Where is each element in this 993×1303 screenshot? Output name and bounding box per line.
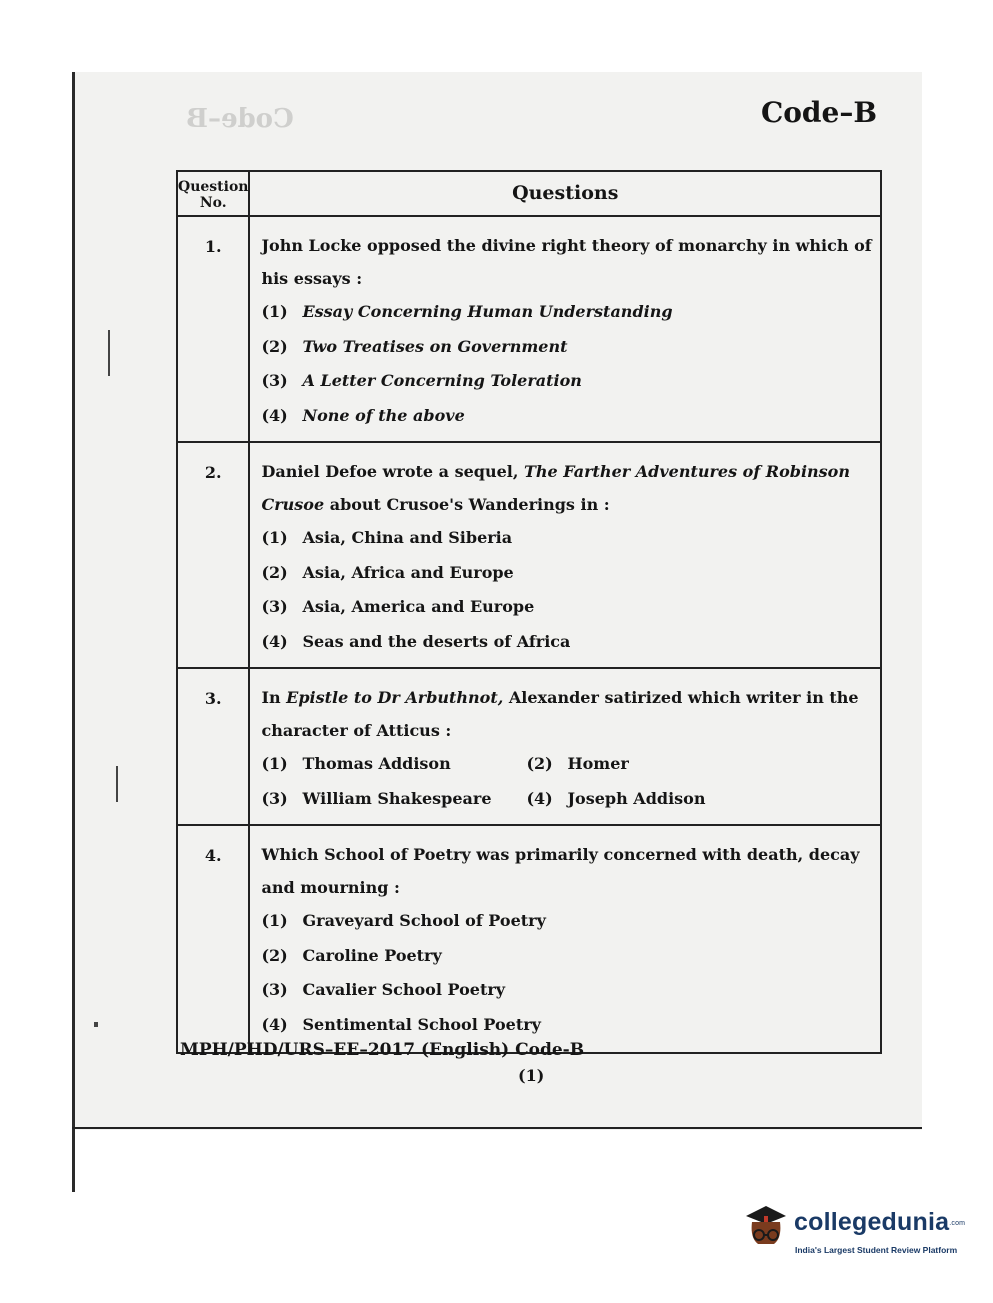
question-cell: [249, 825, 881, 1053]
option-text: None of the above: [302, 405, 465, 425]
option: [261, 521, 876, 556]
code-label: Code–B: [760, 96, 877, 129]
option: [261, 295, 876, 330]
question-row: [177, 825, 881, 1053]
option-text: William Shakespeare: [302, 788, 492, 808]
question-row: [177, 216, 881, 442]
option-text: Cavalier School Poetry: [302, 980, 506, 999]
logo-tagline: India's Largest Student Review Platform: [795, 1245, 958, 1255]
option: [261, 782, 526, 817]
option-number: (2): [261, 562, 288, 582]
stem-text: Daniel Defoe wrote a sequel,: [261, 462, 524, 481]
question-stem: John Locke opposed the divine right theory of monarchy in which of his essays :: [261, 236, 872, 288]
option-number: (1): [261, 754, 288, 773]
option-text: Seas and the deserts of Africa: [302, 631, 571, 651]
question-number-header-line1: Question: [178, 179, 249, 195]
option: [261, 747, 526, 782]
option-text: Two Treatises on Government: [302, 336, 568, 356]
option: [261, 590, 876, 625]
option: [526, 747, 876, 782]
stem-text: about Crusoe's Wanderings in :: [324, 495, 610, 514]
option: [261, 904, 876, 939]
question-number: 1.: [177, 216, 249, 442]
option-number: (2): [261, 336, 288, 356]
question-number: 3.: [177, 668, 249, 825]
options-grid: [261, 747, 876, 816]
question-number-header: [177, 171, 249, 216]
option: [261, 1008, 876, 1043]
option-number: (3): [261, 980, 288, 999]
scan-mark: [108, 330, 110, 376]
option-text: Essay Concerning Human Understanding: [302, 302, 673, 321]
option-text: Joseph Addison: [567, 788, 706, 808]
bleed-through-code-label: Code–B: [186, 104, 294, 134]
stem-italic-title: Epistle to Dr Arbuthnot,: [286, 688, 504, 707]
option-number: (4): [526, 788, 553, 808]
option: [261, 364, 876, 399]
option-number: (3): [261, 788, 288, 808]
question-number: 2.: [177, 442, 249, 668]
stem-text: In: [261, 688, 287, 707]
page-number: (1): [518, 1066, 545, 1085]
option-text: Asia, China and Siberia: [302, 528, 513, 547]
question-stem: [261, 455, 876, 521]
option-number: (1): [261, 302, 288, 321]
option-text: Homer: [567, 754, 629, 773]
option: [261, 399, 876, 434]
option: [261, 556, 876, 591]
collegedunia-logo[interactable]: [738, 1198, 968, 1258]
option-number: (3): [261, 371, 288, 390]
option-number: (4): [261, 405, 288, 425]
option-text: Graveyard School of Poetry: [302, 911, 546, 930]
stem-italic-title: The Farther Adventures of Robinson Crusoe: [261, 462, 850, 514]
question-cell: [249, 668, 881, 825]
logo-suffix: .com: [949, 1219, 966, 1227]
scan-mark: [94, 1022, 98, 1027]
page-left-edge: [72, 72, 75, 1192]
question-stem: [261, 681, 876, 747]
question-cell: [249, 216, 881, 442]
option-text: Thomas Addison: [302, 754, 451, 773]
option: [261, 939, 876, 974]
option-number: (1): [261, 911, 288, 930]
questions-header: Questions: [249, 171, 881, 216]
table-header-row: [177, 171, 881, 216]
option-text: Caroline Poetry: [302, 945, 442, 965]
question-stem: Which School of Poetry was primarily concerned with death, decay and mourning :: [261, 845, 860, 897]
option-number: (2): [526, 754, 553, 773]
page-bottom-rule: [72, 1127, 922, 1129]
option-number: (3): [261, 597, 288, 616]
option: [261, 330, 876, 365]
option-number: (4): [261, 631, 288, 651]
option-number: (2): [261, 945, 288, 965]
scan-mark: [116, 766, 118, 802]
option: [261, 973, 876, 1008]
stem-text: Alexander satirized which writer in the character of Atticus :: [261, 688, 859, 740]
option-text: Sentimental School Poetry: [302, 1014, 541, 1034]
question-row: [177, 668, 881, 825]
option-text: Asia, Africa and Europe: [302, 562, 514, 582]
logo-wordmark: [794, 1208, 965, 1237]
option-text: A Letter Concerning Toleration: [302, 371, 582, 390]
graduate-mascot-icon: [742, 1202, 790, 1252]
logo-name-text: collegedunia: [794, 1208, 950, 1236]
questions-table: [176, 170, 882, 1054]
option: [526, 782, 876, 817]
question-cell: [249, 442, 881, 668]
option-text: Asia, America and Europe: [302, 597, 535, 616]
question-number: 4.: [177, 825, 249, 1053]
option-number: (1): [261, 528, 288, 547]
question-number-header-line2: No.: [199, 195, 227, 211]
option: [261, 625, 876, 660]
option-number: (4): [261, 1014, 288, 1034]
question-row: [177, 442, 881, 668]
exam-footer: MPH/PHD/URS–EE–2017 (English) Code-B: [180, 1040, 585, 1060]
